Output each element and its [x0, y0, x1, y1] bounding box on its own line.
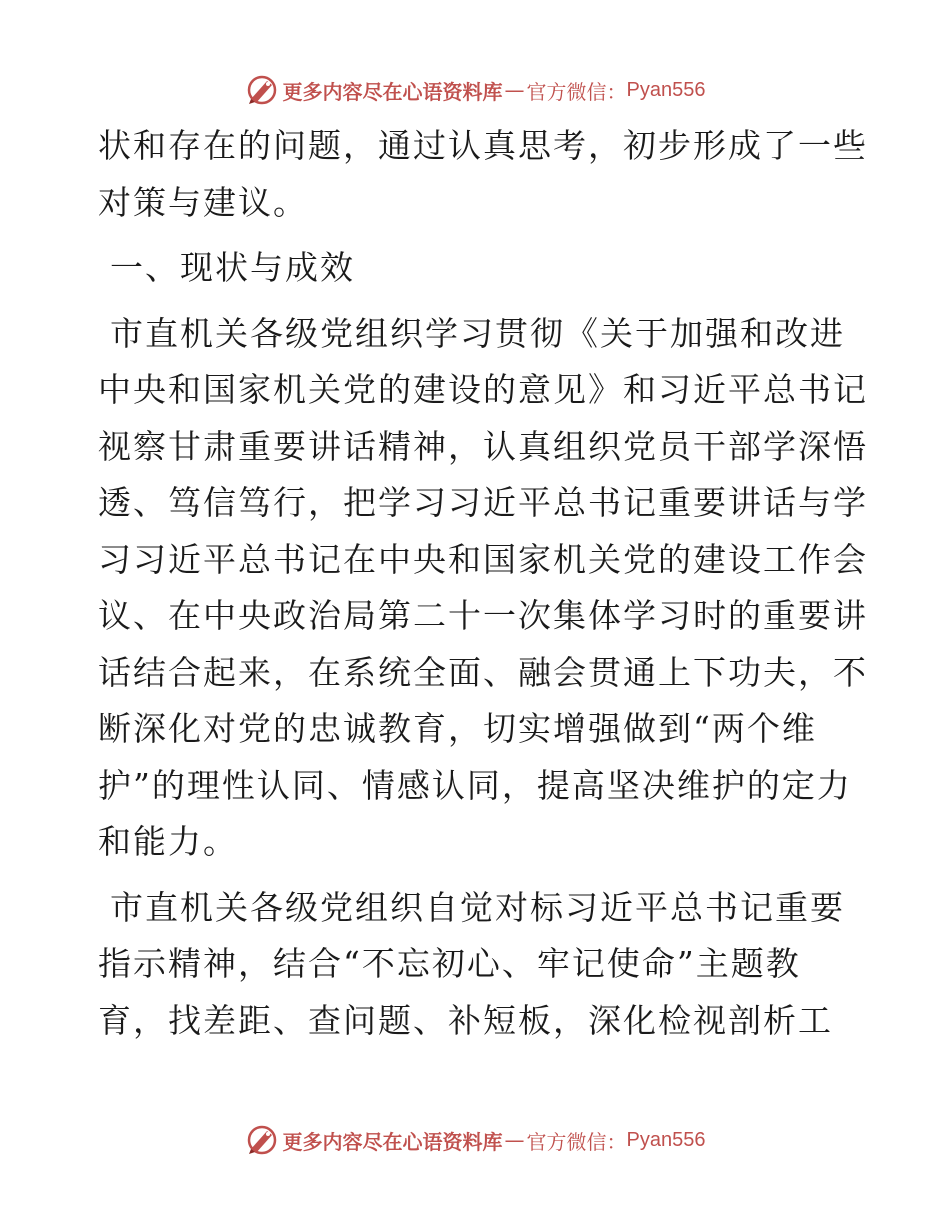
text-line: 中央和国家机关党的建设的意见》和习近平总书记	[98, 370, 868, 409]
text-line: 市直机关各级党组织自觉对标习近平总书记重要	[110, 887, 845, 927]
text-line: 对策与建议。	[98, 182, 308, 222]
text-line: 断深化对党的忠诚教育，切实增强做到“两个维	[98, 709, 817, 748]
text-line: 护”的理性认同、情感认同，提高坚决维护的定力	[98, 765, 852, 805]
heading-text: 一、现状与成效	[110, 248, 355, 287]
document-body	[98, 118, 868, 1058]
text-line: 话结合起来，在系统全面、融会贯通上下功夫，不	[98, 652, 868, 692]
header-banner-wechat-id: Pyan556	[626, 78, 706, 101]
pen-logo-icon	[245, 73, 279, 107]
footer-banner	[0, 1120, 950, 1160]
header-banner-separator: —	[504, 78, 525, 102]
text-line: 议、在中央政治局第二十一次集体学习时的重要讲	[98, 596, 868, 635]
paragraph-2	[98, 306, 868, 871]
text-line: 市直机关各级党组织学习贯彻《关于加强和改进	[110, 313, 845, 353]
footer-banner-official-label: 官方微信：	[526, 1129, 627, 1154]
header-banner-official-label: 官方微信：	[526, 79, 627, 104]
footer-banner-separator: —	[504, 1128, 525, 1152]
paragraph-1	[98, 118, 868, 231]
header-banner-text: 更多内容尽在心语资料库	[282, 79, 503, 104]
text-line: 习习近平总书记在中央和国家机关党的建设工作会	[98, 539, 868, 579]
footer-banner-text: 更多内容尽在心语资料库	[282, 1129, 503, 1154]
text-line: 状和存在的问题，通过认真思考，初步形成了一些	[98, 126, 868, 165]
text-line: 透、笃信笃行，把学习习近平总书记重要讲话与学	[98, 483, 868, 522]
header-banner	[0, 70, 950, 110]
section-heading	[98, 240, 850, 297]
text-line: 和能力。	[98, 822, 238, 861]
text-line: 视察甘肃重要讲话精神，认真组织党员干部学深悟	[98, 426, 868, 466]
footer-banner-wechat-id: Pyan556	[626, 1128, 706, 1151]
pen-logo-icon	[245, 1123, 279, 1157]
paragraph-3	[98, 880, 850, 1050]
text-line: 育，找差距、查问题、补短板，深化检视剖析工	[98, 1000, 833, 1040]
text-line: 指示精神，结合“不忘初心、牢记使命”主题教	[98, 944, 801, 983]
